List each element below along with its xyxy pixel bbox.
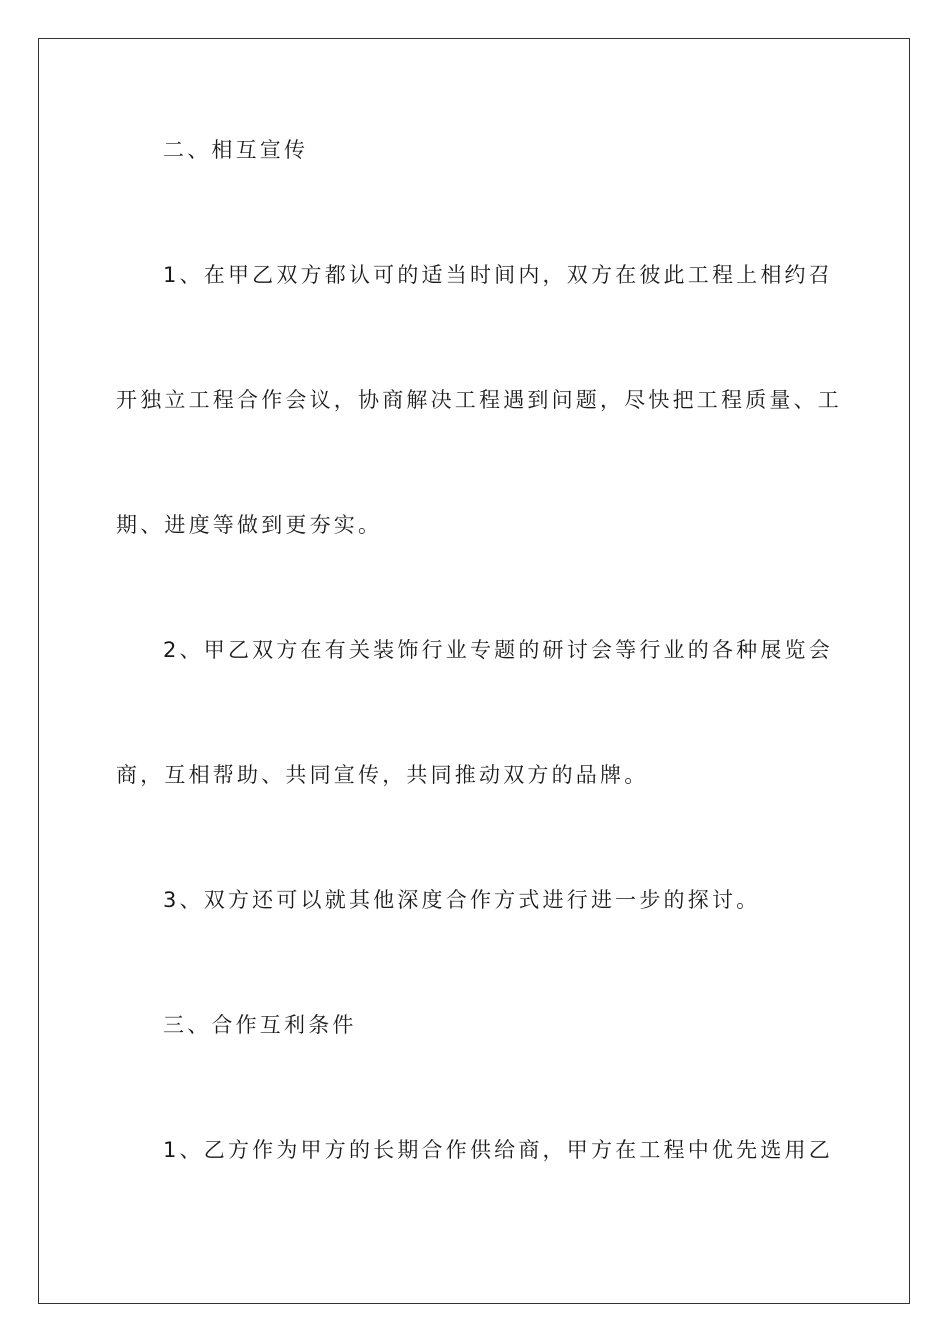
paragraph-line: 2、甲乙双方在有关装饰行业专题的研讨会等行业的各种展览会 bbox=[163, 638, 833, 662]
paragraph-line: 1、在甲乙双方都认可的适当时间内，双方在彼此工程上相约召 bbox=[163, 263, 833, 287]
paragraph-line: 商，互相帮助、共同宣传，共同推动双方的品牌。 bbox=[116, 763, 649, 787]
section-heading-3: 三、合作互利条件 bbox=[163, 1013, 357, 1037]
section-heading-2: 二、相互宣传 bbox=[163, 138, 309, 162]
paragraph-line: 期、进度等做到更夯实。 bbox=[116, 513, 383, 537]
paragraph-line: 3、双方还可以就其他深度合作方式进行进一步的探讨。 bbox=[163, 888, 761, 912]
paragraph-line: 开独立工程合作会议，协商解决工程遇到问题，尽快把工程质量、工 bbox=[116, 388, 842, 412]
page-frame bbox=[38, 38, 910, 1304]
paragraph-line: 1、乙方作为甲方的长期合作供给商，甲方在工程中优先选用乙 bbox=[163, 1138, 833, 1162]
